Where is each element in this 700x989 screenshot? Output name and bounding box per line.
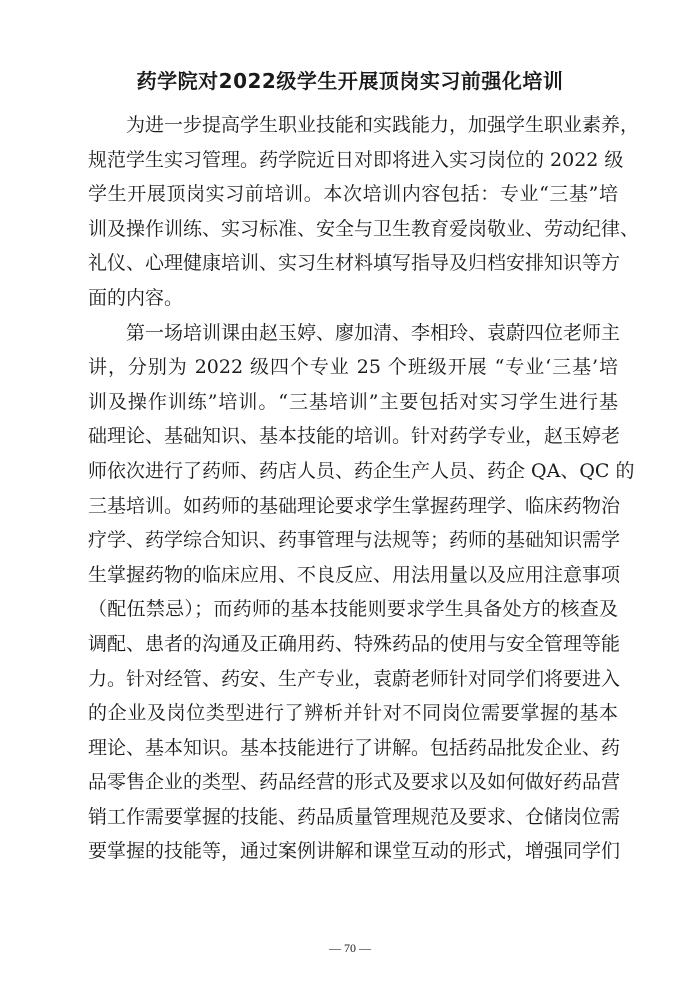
- text-line: 力。针对经管、药安、生产专业，袁蔚老师针对同学们将要进入: [88, 667, 621, 690]
- page-number: — 70 —: [329, 941, 371, 955]
- text-line: 为进一步提高学生职业技能和实践能力，加强学生职业素养，: [126, 114, 640, 136]
- text-line: 训及操作训练”培训。“三基培训”主要包括对实习学生进行基: [88, 390, 618, 413]
- text-line: 学生开展顶岗实习前培训。本次培训内容包括：专业“三基”培: [88, 183, 618, 206]
- text-line: 生掌握药物的临床应用、不良反应、用法用量以及应用注意事项: [88, 563, 621, 586]
- text-line: 讲，分别为 2022 级四个专业 25 个班级开展 “专业‘三基’培: [88, 356, 618, 379]
- text-line: （配伍禁忌）；而药师的基本技能则要求学生具备处方的核查及: [88, 598, 618, 621]
- paragraph: [88, 316, 635, 870]
- text-line: 第一场培训课由赵玉婷、廖加清、李相玲、袁蔚四位老师主: [126, 321, 621, 344]
- text-line: 师依次进行了药师、药店人员、药企生产人员、药企 QA、QC 的: [88, 459, 635, 482]
- text-line: 疗学、药学综合知识、药事管理与法规等；药师的基础知识需学: [88, 529, 621, 552]
- text-line: 礼仪、心理健康培训、实习生材料填写指导及归档安排知识等方: [88, 252, 621, 275]
- document-title: 药学院对2022级学生开展顶岗实习前强化培训: [136, 69, 564, 93]
- text-line: 面的内容。: [88, 286, 184, 309]
- text-line: 理论、基本知识。基本技能进行了讲解。包括药品批发企业、药: [88, 736, 621, 759]
- text-line: 规范学生实习管理。药学院近日对即将进入实习岗位的 2022 级: [88, 148, 624, 171]
- document-body: [88, 108, 640, 869]
- text-line: 调配、患者的沟通及正确用药、特殊药品的使用与安全管理等能: [88, 632, 621, 655]
- text-line: 训及操作训练、实习标准、安全与卫生教育爱岗敬业、劳动纪律、: [88, 217, 640, 240]
- text-line: 础理论、基础知识、基本技能的培训。针对药学专业，赵玉婷老: [88, 425, 621, 448]
- text-line: 三基培训。如药师的基础理论要求学生掌握药理学、临床药物治: [88, 494, 621, 517]
- text-line: 品零售企业的类型、药品经营的形式及要求以及如何做好药品营: [88, 771, 621, 794]
- text-line: 销工作需要掌握的技能、药品质量管理规范及要求、仓储岗位需: [88, 805, 621, 828]
- text-line: 要掌握的技能等，通过案例讲解和课堂互动的形式，增强同学们: [88, 840, 621, 863]
- text-line: 的企业及岗位类型进行了辨析并针对不同岗位需要掌握的基本: [88, 702, 618, 725]
- paragraph: [88, 108, 640, 316]
